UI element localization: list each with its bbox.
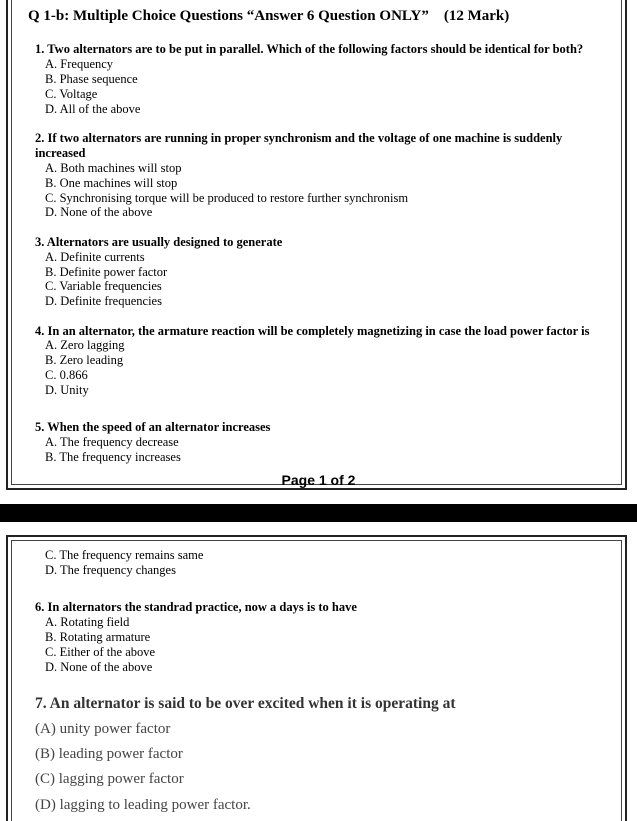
question-6-option-c: C. Either of the above <box>45 645 156 659</box>
question-6-option-d: D. None of the above <box>45 660 153 674</box>
question-1-option-c: C. Voltage <box>45 87 98 101</box>
question-3-option-c: C. Variable frequencies <box>45 279 162 293</box>
question-5-stem: 5. When the speed of an alternator increases <box>35 420 271 434</box>
question-6-option-a: A. Rotating field <box>45 615 130 629</box>
header-marks: (12 Mark) <box>443 8 510 24</box>
question-2-option-d: D. None of the above <box>45 205 153 219</box>
page-footer: Page 1 of 2 <box>281 472 356 488</box>
question-7-stem: 7. An alternator is said to be over excited when it is operating at <box>35 695 456 712</box>
question-3-option-d: D. Definite frequencies <box>45 294 162 308</box>
page-separator <box>0 504 637 522</box>
section-header <box>28 8 509 25</box>
question-7-option-d: (D) lagging to leading power factor. <box>35 797 251 813</box>
question-4-option-d: D. Unity <box>45 383 89 397</box>
question-3-option-a: A. Definite currents <box>45 250 145 264</box>
question-7-option-b: (B) leading power factor <box>35 746 183 762</box>
question-2-stem-line-1: 2. If two alternators are running in proper synchronism and the voltage of one machine is suddenly <box>35 131 563 145</box>
question-1-stem: 1. Two alternators are to be put in parallel. Which of the following factors should be identical for both? <box>35 42 584 56</box>
question-4-stem: 4. In an alternator, the armature reaction will be completely magnetizing in case the load power factor is <box>35 324 590 338</box>
question-5-option-c: C. The frequency remains same <box>45 548 204 562</box>
question-3-option-b: B. Definite power factor <box>45 265 168 279</box>
question-7-option-a: (A) unity power factor <box>35 721 171 737</box>
question-1-option-b: B. Phase sequence <box>45 72 138 86</box>
question-6-stem: 6. In alternators the standrad practice, now a days is to have <box>35 600 357 614</box>
question-3-stem: 3. Alternators are usually designed to generate <box>35 235 283 249</box>
question-2-option-b: B. One machines will stop <box>45 176 178 190</box>
header-title: Q 1-b: Multiple Choice Questions “Answer 6 Question ONLY” <box>28 8 429 24</box>
question-2-stem-line-2: increased <box>35 146 86 160</box>
question-5-option-a: A. The frequency decrease <box>45 435 179 449</box>
question-2-option-c: C. Synchronising torque will be produced to restore further synchronism <box>45 191 409 205</box>
question-7-option-c: (C) lagging power factor <box>35 771 184 787</box>
question-4-option-c: C. 0.866 <box>45 368 88 382</box>
question-1-option-d: D. All of the above <box>45 102 141 116</box>
question-5-option-d: D. The frequency changes <box>45 563 176 577</box>
question-1-option-a: A. Frequency <box>45 57 114 71</box>
question-5-option-b: B. The frequency increases <box>45 450 181 464</box>
question-2-option-a: A. Both machines will stop <box>45 161 182 175</box>
question-4-option-a: A. Zero lagging <box>45 338 125 352</box>
question-6-option-b: B. Rotating armature <box>45 630 151 644</box>
question-4-option-b: B. Zero leading <box>45 353 124 367</box>
